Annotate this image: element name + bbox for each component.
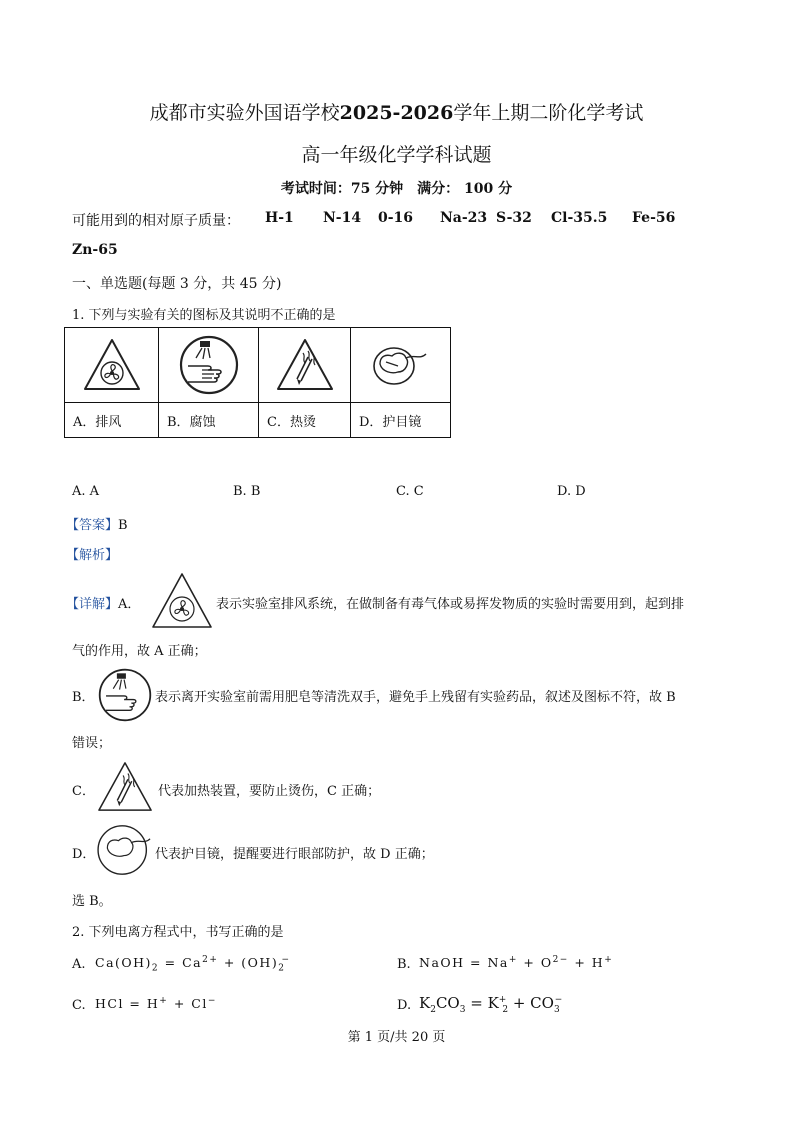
atomic-mass-na: Na-23 — [440, 210, 488, 226]
q1-option-c: C. C — [396, 484, 424, 499]
detail-a-text-cont: 气的作用，故 A 正确； — [72, 644, 207, 659]
detail-c-text: 代表加热装置，要防止烫伤，C 正确； — [158, 784, 381, 799]
atomic-mass-label: 可能用到的相对原子质量： — [72, 213, 240, 229]
detail-a-prefix: 【详解】A． — [66, 597, 141, 612]
hot-surface-icon — [275, 337, 335, 393]
q1-option-a: A. A — [72, 484, 100, 499]
answer-label: 【答案】 — [66, 518, 119, 533]
section-heading: 一、单选题(每题 3 分，共 45 分) — [72, 276, 282, 292]
q2-option-c-label: C. — [72, 998, 86, 1013]
detail-d-prefix: D． — [72, 847, 96, 862]
hot-surface-icon-cell — [259, 328, 351, 403]
q1-answer — [66, 514, 128, 533]
q1-table-label-a: A．排风 — [65, 403, 159, 438]
exam-info: 考试时间：75 分钟 满分： 100 分 — [280, 181, 513, 197]
detail-b-text: 表示离开实验室前需用肥皂等清洗双手，避免手上残留有实验药品，叙述及图标不符，故 B — [155, 690, 676, 705]
detail-b-text-cont: 错误； — [72, 736, 112, 751]
wash-hands-inline-icon — [96, 667, 154, 723]
q1-table-label-c: C．热烫 — [259, 403, 351, 438]
question-2-stem: 2. 下列电离方程式中，书写正确的是 — [72, 925, 284, 940]
answer-value: B — [118, 518, 128, 533]
q2-option-d-label: D. — [397, 998, 412, 1013]
wash-hands-icon — [178, 334, 240, 396]
q2-option-d-equation: $K_2CO_3 = K_{+2} + CO_3^-$ — [419, 994, 563, 1015]
goggles-inline-icon — [96, 824, 154, 876]
q1-conclusion: 选 B。 — [72, 894, 112, 909]
q2-option-b-label: B. — [397, 957, 411, 972]
goggles-icon-cell — [351, 328, 451, 403]
fan-hazard-icon — [82, 337, 142, 393]
q1-option-b: B. B — [233, 484, 261, 499]
atomic-mass-zn: Zn-65 — [72, 242, 118, 258]
fan-hazard-inline-icon — [150, 571, 214, 631]
analysis-label: 【解析】 — [66, 548, 119, 563]
atomic-mass-fe: Fe-56 — [632, 210, 676, 226]
atomic-mass-n: N-14 — [323, 210, 362, 226]
q2-option-a-label: A. — [72, 957, 86, 972]
detail-label: 【详解】 — [66, 597, 119, 612]
goggles-icon — [370, 340, 432, 390]
atomic-mass-o: 0-16 — [378, 210, 414, 226]
q2-option-a-equation: $Ca(OH)_2 = Ca^{2+} + (OH)_2^-$ — [95, 955, 291, 974]
q1-icon-table — [64, 327, 451, 438]
fan-hazard-icon-cell — [65, 328, 159, 403]
detail-c-prefix: C． — [72, 784, 95, 799]
atomic-mass-s: S-32 — [496, 210, 532, 226]
q1-table-label-b: B．腐蚀 — [159, 403, 259, 438]
q2-option-c-equation: HCl = H+ + Cl− — [95, 996, 217, 1012]
q1-option-d: D. D — [557, 484, 586, 499]
q1-table-label-d: D．护目镜 — [351, 403, 451, 438]
atomic-mass-h: H-1 — [265, 210, 294, 226]
q2-option-b-equation: NaOH = $Na^+ + O^{2-} + H^+$ — [419, 955, 614, 971]
detail-d-text: 代表护目镜，提醒要进行眼部防护，故 D 正确； — [155, 847, 434, 862]
page-number: 第 1 页/共 20 页 — [347, 1030, 446, 1045]
detail-b-prefix: B． — [72, 690, 95, 705]
hot-surface-inline-icon — [96, 760, 154, 814]
atomic-mass-cl: Cl-35.5 — [551, 210, 608, 226]
question-1-stem: 1. 下列与实验有关的图标及其说明不正确的是 — [72, 308, 336, 323]
exam-title-line1: 成都市实验外国语学校2025-2026学年上期二阶化学考试 — [149, 102, 644, 124]
wash-hands-icon-cell — [159, 328, 259, 403]
exam-title-line2: 高一年级化学学科试题 — [301, 144, 492, 166]
detail-a-text: 表示实验室排风系统，在做制备有毒气体或易挥发物质的实验时需要用到，起到排 — [216, 597, 685, 612]
